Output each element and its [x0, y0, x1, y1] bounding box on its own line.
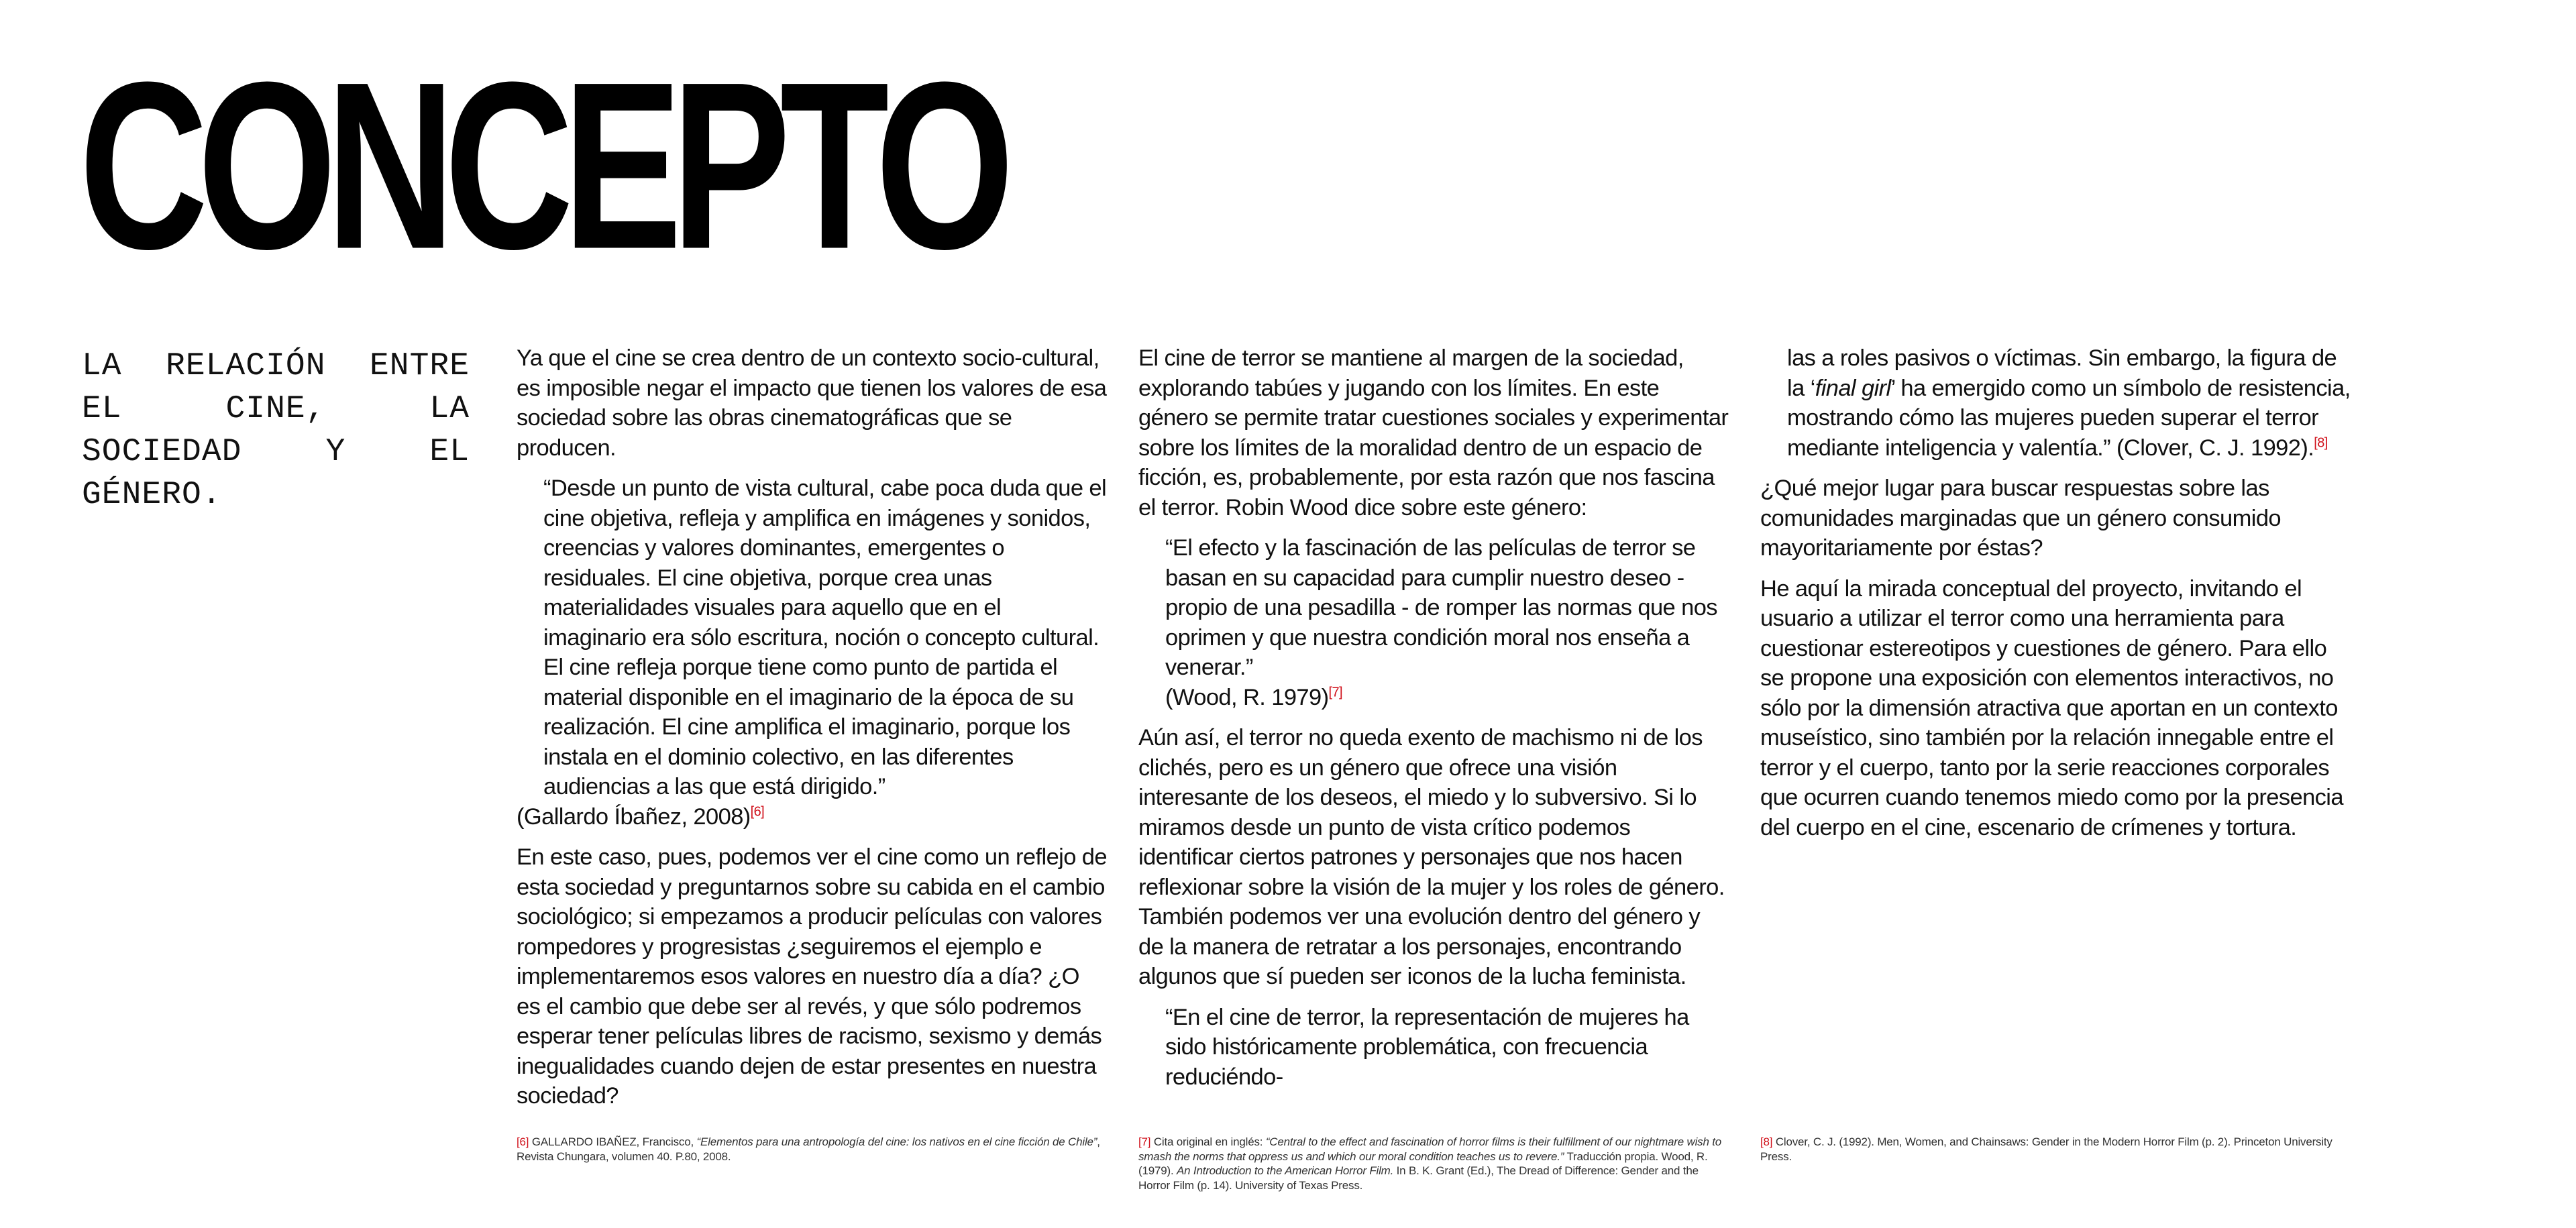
text-column-2 [1138, 343, 1730, 1103]
quote-text: “El efecto y la fascinación de las películas de terror se basan en su capacidad para cumplir nuestro deseo - propio de una pesadilla - de romper las normas que nos oprimen y que nuestra condición moral nos enseña a venerar.” [1165, 535, 1717, 680]
citation-text: (Wood, R. 1979) [1165, 684, 1329, 710]
footnote-6 [517, 1135, 1108, 1164]
footnote-text: In B. K. Grant (Ed.), The Dread of Difference: Gender and the Horror Film (p. 14). University of Texas Press. [1138, 1164, 1699, 1192]
footnote-number: [8] [1760, 1135, 1773, 1148]
footnote-text: GALLARDO IBAÑEZ, Francisco, [529, 1135, 697, 1148]
block-quote: “Desde un punto de vista cultural, cabe poca duda que el cine objetiva, refleja y amplifica en imágenes y sonidos, creencias y valores dominantes, emergentes o residuales. El cine objetiva, porque crea unas materialidades visuales para aquello que en el imaginario era sólo escritura, noción o concepto cultural. El cine refleja porque tiene como punto de partida el material disponible en el imaginario de la época de su realización. El cine amplifica el imaginario, porque los instala en el dominio colectivo, en las diferentes audiencias a las que está dirigido.” [543, 476, 1107, 799]
page-title: CONCEPTO [79, 32, 1004, 299]
footnote-ref-6[interactable]: [6] [750, 804, 765, 819]
quote-italic-term: final girl [1815, 375, 1891, 401]
footnote-number: [6] [517, 1135, 529, 1148]
text-column-3 [1760, 343, 2352, 853]
footnote-text: Clover, C. J. (1992). Men, Women, and Chainsaws: Gender in the Modern Horror Film (p. 2). Princeton University Press. [1760, 1135, 2332, 1163]
footnote-italic: An Introduction to the American Horror Film. [1177, 1164, 1394, 1177]
footnote-italic: “Central to the effect and fascination of horror films is their fulfillment of our nightmare wish to smash the norms that oppress us and which our moral condition teaches us to revere.” [1138, 1135, 1722, 1163]
block-quote: “En el cine de terror, la representación de mujeres ha sido históricamente problemática, con frecuencia reduciéndo- [1165, 1004, 1689, 1090]
citation-text: (Gallardo Íbañez, 2008) [517, 803, 751, 830]
paragraph: Ya que el cine se crea dentro de un contexto socio-cultural, es imposible negar el impacto que tienen los valores de esa sociedad sobre las obras cinematográficas que se producen. [517, 345, 1107, 461]
quote-citation [517, 802, 1108, 832]
quote-text: las a roles pasivos o víctimas. Sin embargo, la figura de la ‘ [1787, 345, 2337, 401]
quote-text: ’ ha emergido como un símbolo de resistencia, mostrando cómo las mujeres pueden superar el terror mediante inteligencia y valentía.” (Clover, C. J. 1992). [1787, 375, 2351, 461]
footnote-7 [1138, 1135, 1730, 1192]
paragraph: El cine de terror se mantiene al margen de la sociedad, explorando tabúes y jugando con los límites. En este género se permite tratar cuestiones sociales y experimentar sobre los límites de la moralidad dentro de un espacio de ficción, es, probablemente, por esta razón que nos fascina el terror. Robin Wood dice sobre este género: [1138, 345, 1729, 520]
footnote-italic: “Elementos para una antropología del cine: los nativos en el cine ficción de Chile” [696, 1135, 1097, 1148]
paragraph: En este caso, pues, podemos ver el cine como un reflejo de esta sociedad y preguntarnos sobre su cabida en el cambio sociológico; si empezamos a producir películas con valores rompedores y progresistas ¿seguiremos el ejemplo e implementaremos esos valores en nuestro día a día? ¿O es el cambio que debe ser al revés, y que sólo podremos esperar tener películas libres de racismo, sexismo y demás inegualidades cuando dejen de estar presentes en nuestra sociedad? [517, 844, 1107, 1109]
paragraph: He aquí la mirada conceptual del proyecto, invitando el usuario a utilizar el terror como una herramienta para cuestionar estereotipos y cuestiones de género. Para ello se propone una exposición con elementos interactivos, no sólo por la dimensión atractiva que aportan en un contexto museístico, sino también por la relación innegable entre el terror y el cuerpo, tanto por la serie reacciones corporales que ocurren cuando tenemos miedo como por la presencia del cuerpo en el cine, escenario de crímenes y tortura. [1760, 575, 2343, 840]
footnote-text: Cita original en inglés: [1150, 1135, 1266, 1148]
block-quote [1138, 533, 1730, 712]
footnote-ref-7[interactable]: [7] [1328, 685, 1342, 700]
footnote-number: [7] [1138, 1135, 1151, 1148]
footnote-text: Traducción propia. Wood, R. (1979). [1138, 1150, 1708, 1177]
section-subtitle: LA RELACIÓN ENTRE EL CINE, LA SOCIEDAD Y EL GÉNERO. [82, 348, 470, 513]
paragraph: Aún así, el terror no queda exento de machismo ni de los clichés, pero es un género que ofrece una visión interesante de los deseos, el miedo y lo subversivo. Si lo miramos desde un punto de vista crítico podemos identificar ciertos patrones y personajes que nos hacen reflexionar sobre la visión de la mujer y los roles de género. También podemos ver una evolución dentro del género y de la manera de retratar a los personajes, encontrando algunos que sí pueden ser iconos de la lucha feminista. [1138, 725, 1725, 989]
footnote-ref-8[interactable]: [8] [2314, 435, 2328, 450]
text-column-1 [517, 343, 1108, 1122]
block-quote-continued [1760, 343, 2352, 463]
footnote-text: , Revista Chungara, volumen 40. P.80, 2008. [517, 1135, 1100, 1163]
footnote-8 [1760, 1135, 2352, 1164]
paragraph: ¿Qué mejor lugar para buscar respuestas sobre las comunidades marginadas que un género consumido mayoritariamente por éstas? [1760, 476, 2282, 561]
